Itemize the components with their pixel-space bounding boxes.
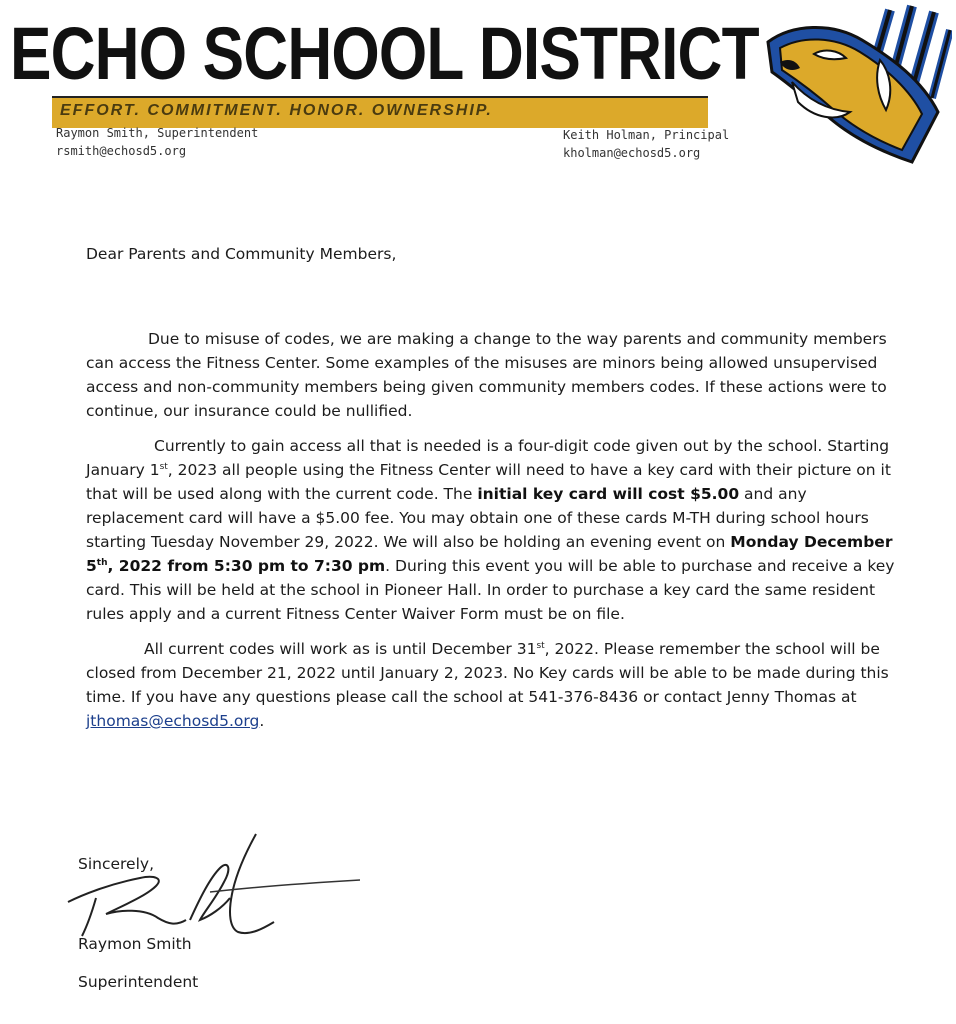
closing: Sincerely,: [78, 855, 155, 873]
signer-name: Raymon Smith: [78, 935, 192, 953]
paragraph-3-text-a: All current codes will work as is until December 31: [144, 640, 537, 658]
paragraph-2-text-b: , 2023 all people using the Fitness Center will need to have a key card with their picture on it that will be used along with the current code. The: [86, 461, 891, 503]
district-name: ECHO SCHOOL DISTRICT: [10, 12, 759, 95]
salutation: Dear Parents and Community Members,: [86, 245, 397, 263]
paragraph-3-end: .: [259, 712, 265, 730]
signature-image: [60, 828, 370, 948]
principal-name: Keith Holman, Principal: [563, 128, 730, 142]
superintendent-contact: [56, 124, 258, 160]
paragraph-1: [86, 327, 906, 423]
principal-contact: [563, 126, 729, 162]
principal-email[interactable]: kholman@echosd5.org: [563, 146, 701, 160]
paragraph-2-text-c: and any replacement card will have a $5.00 fee. You may obtain one of these cards M-TH during school hours starting Tuesday November 29, 2022. We will also be holding an evening event on: [86, 485, 869, 551]
signer-title: Superintendent: [78, 973, 199, 991]
paragraph-2-sup-1: st: [159, 461, 168, 472]
key-card-cost: initial key card will cost $5.00: [477, 485, 740, 503]
letterhead: [0, 0, 956, 175]
paragraph-1-text: Due to misuse of codes, we are making a change to the way parents and community members can access the Fitness Center. Some examples of the misuses are minors being allowed unsupervised access and non-community members being given community members codes. If these actions were to continue, our insurance could be nullified.: [86, 330, 887, 420]
contact-email-link[interactable]: jthomas@echosd5.org: [86, 712, 260, 730]
superintendent-email[interactable]: rsmith@echosd5.org: [56, 144, 187, 158]
paragraph-2-text-a: Currently to gain access all that is needed is a four-digit code given out by the school. Starting January 1: [86, 437, 890, 479]
paragraph-3: [86, 637, 906, 733]
district-motto: EFFORT. COMMITMENT. HONOR. OWNERSHIP.: [60, 102, 493, 119]
paragraph-2: [86, 434, 906, 626]
paragraph-3-sup: st: [536, 640, 545, 651]
event-date-b: , 2022 from 5:30 pm to 7:30 pm: [107, 557, 386, 575]
paragraph-2-text-d: . During this event you will be able to purchase and receive a key card. This will be held at the school in Pioneer Hall. In order to purchase a key card the same resident rules apply and a current Fitness Center Waiver Form must be on file.: [86, 557, 895, 623]
event-date-sup: th: [96, 557, 108, 568]
letter-body: [86, 242, 906, 744]
superintendent-name: Raymon Smith, Superintendent: [56, 126, 259, 140]
cougar-mascot-logo-icon: [762, 2, 952, 167]
event-date-a: Monday December 5: [86, 533, 893, 575]
paragraph-3-text-b: , 2022. Please remember the school will be closed from December 21, 2022 until January 2, 2023. No Key cards will be able to be made during this time. If you have any questions please call the school at 541-376-8436 or contact Jenny Thomas at: [86, 640, 889, 706]
